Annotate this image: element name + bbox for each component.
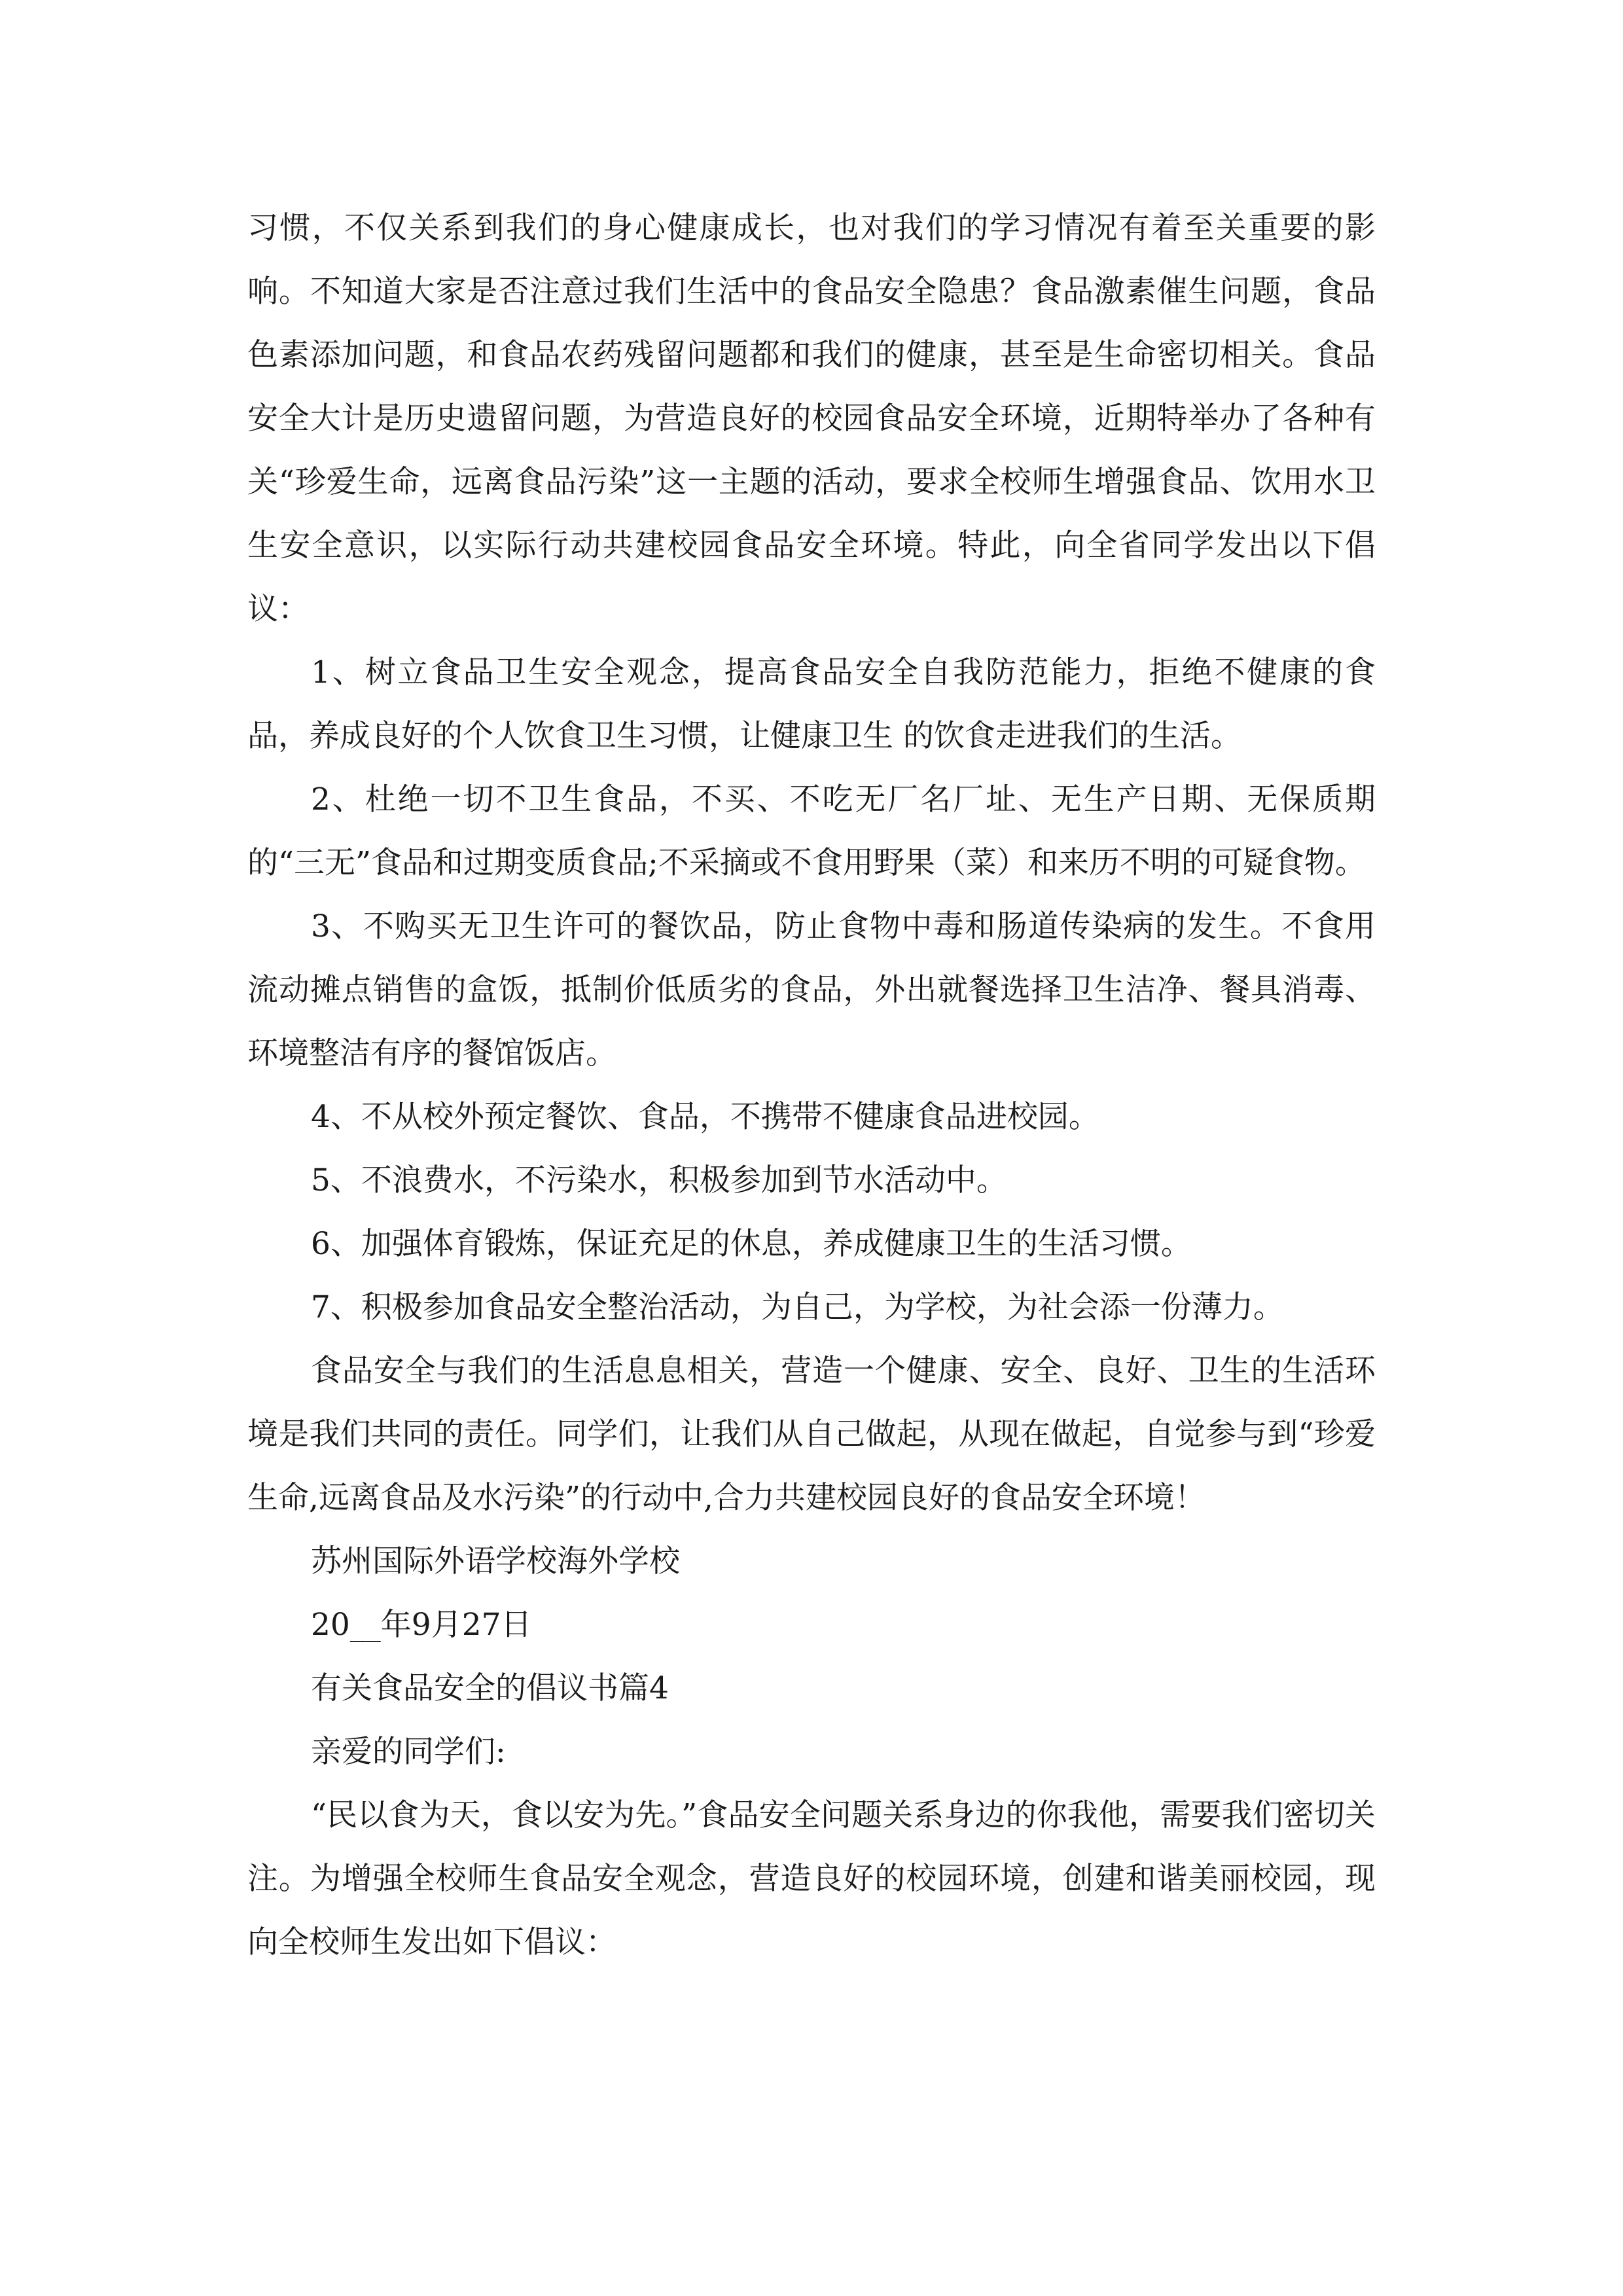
paragraph-item-3: 3、不购买无卫生许可的餐饮品，防止食物中毒和肠道传染病的发生。不食用流动摊点销售的盒饭，抵制价低质劣的食品，外出就餐选择卫生洁净、餐具消毒、环境整洁有序的餐馆饭店。 xyxy=(247,908,1376,1071)
paragraph-item-4: 4、不从校外预定餐饮、食品，不携带不健康食品进校园。 xyxy=(311,1099,1099,1135)
section-title: 有关食品安全的倡议书篇4 xyxy=(311,1670,669,1706)
paragraph-item-1: 1、树立食品卫生安全观念，提高食品安全自我防范能力，拒绝不健康的食品，养成良好的个人饮食卫生习惯，让健康卫生 的饮食走进我们的生活。 xyxy=(247,655,1376,754)
paragraph-item-6: 6、加强体育锻炼，保证充足的休息，养成健康卫生的生活习惯。 xyxy=(311,1226,1192,1262)
paragraph-item-5: 5、不浪费水，不污染水，积极参加到节水活动中。 xyxy=(311,1162,1007,1198)
salutation: 亲爱的同学们: xyxy=(311,1734,506,1770)
paragraph-opening: “民以食为天，食以安为先。”食品安全问题关系身边的你我他，需要我们密切关注。为增强全校师生食品安全观念，营造良好的校园环境，创建和谐美丽校园，现向全校师生发出如下倡议： xyxy=(247,1797,1376,1960)
paragraph-item-7: 7、积极参加食品安全整治活动，为自己，为学校，为社会添一份薄力。 xyxy=(311,1289,1284,1325)
signature-date: 20__年9月27日 xyxy=(311,1607,532,1643)
paragraph-conclusion: 食品安全与我们的生活息息相关，营造一个健康、安全、良好、卫生的生活环境是我们共同的责任。同学们，让我们从自己做起，从现在做起，自觉参与到“珍爱生命,远离食品及水污染”的行动中,合力共建校园良好的食品安全环境！ xyxy=(247,1353,1376,1516)
signature-school: 苏州国际外语学校海外学校 xyxy=(311,1543,680,1579)
paragraph-item-2: 2、杜绝一切不卫生食品，不买、不吃无厂名厂址、无生产日期、无保质期的“三无”食品和过期变质食品;不采摘或不食用野果（菜）和来历不明的可疑食物。 xyxy=(247,781,1376,881)
paragraph-intro: 习惯，不仅关系到我们的身心健康成长，也对我们的学习情况有着至关重要的影响。不知道大家是否注意过我们生活中的食品安全隐患？食品激素催生问题，食品色素添加问题，和食品农药残留问题都和我们的健康，甚至是生命密切相关。食品安全大计是历史遗留问题，为营造良好的校园食品安全环境，近期特举办了各种有关“珍爱生命，远离食品污染”这一主题的活动，要求全校师生增强食品、饮用水卫生安全意识，以实际行动共建校园食品安全环境。特此，向全省同学发出以下倡议： xyxy=(247,210,1376,627)
document-body xyxy=(247,196,1376,1974)
